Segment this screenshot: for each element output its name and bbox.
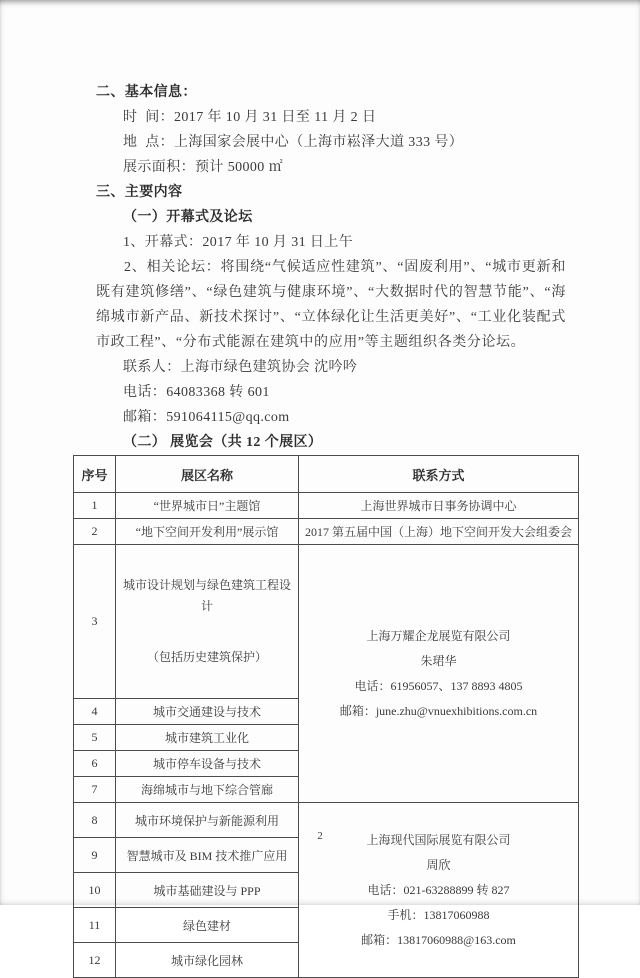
col-header-zone: 展区名称 xyxy=(116,456,299,493)
row-no-cell: 2 xyxy=(74,519,116,545)
row-no-cell: 8 xyxy=(74,803,116,838)
contact-email: 邮箱：june.zhu@vnuexhibitions.com.cn xyxy=(339,704,538,718)
contact-mobile: 手机：13817060988 xyxy=(387,908,490,922)
contact-block-modern xyxy=(301,833,576,947)
contact-company: 上海万耀企龙展览有限公司 xyxy=(366,629,511,643)
contact-block-vnu xyxy=(301,629,576,718)
contact-company: 上海现代国际展览有限公司 xyxy=(366,833,511,847)
document-body xyxy=(96,80,566,455)
contact-email: 邮箱：13817060988@163.com xyxy=(361,933,516,947)
row-no-cell: 10 xyxy=(74,873,116,908)
row-no-cell: 9 xyxy=(74,838,116,873)
table-row xyxy=(74,545,579,699)
row-no-cell: 5 xyxy=(74,725,116,751)
zone-name-cell: 城市绿化园林 xyxy=(116,943,299,978)
zone-name-cell: 城市环境保护与新能源利用 xyxy=(116,803,299,838)
row-no-cell: 6 xyxy=(74,751,116,777)
zone-name-cell: 智慧城市及 BIM 技术推广应用 xyxy=(116,838,299,873)
line-contact-person: 联系人：上海市绿色建筑协会 沈吟吟 xyxy=(123,360,358,375)
table-row xyxy=(74,493,579,519)
contact-person: 朱珺华 xyxy=(420,654,457,668)
line-place: 地 点：上海国家会展中心（上海市崧泽大道 333 号） xyxy=(123,135,464,150)
row-no-cell: 3 xyxy=(74,545,116,699)
col-header-contact: 联系方式 xyxy=(299,456,579,493)
zone-name-cell: 城市停车设备与技术 xyxy=(116,751,299,777)
heading-basic-info: 二、基本信息： xyxy=(96,85,197,100)
zone-name-cell xyxy=(116,545,299,699)
row-no-cell: 11 xyxy=(74,908,116,943)
zone-name-cell: 城市建筑工业化 xyxy=(116,725,299,751)
table-row xyxy=(74,519,579,545)
line-phone: 电话：64083368 转 601 xyxy=(123,385,270,400)
paragraph-forums: 2、相关论坛：将围绕“气候适应性建筑”、“固废利用”、“城市更新和既有建筑修缮”、“绿色建筑与健康环境”、“大数据时代的智慧节能”、“海绵城市新产品、新技术探讨”、“立体绿化让生活更美好”、“工业化装配式市政工程”、“分布式能源在建筑中的应用”等主题组织各类分论坛。 xyxy=(96,260,566,350)
zone-name-line2: （包括历史建筑保护） xyxy=(146,650,267,664)
table-header-row xyxy=(74,456,579,493)
heading-exhibition: （二） 展览会（共 12 个展区） xyxy=(123,435,323,450)
row-no-cell: 7 xyxy=(74,777,116,803)
zone-name-cell: 城市交通建设与技术 xyxy=(116,699,299,725)
contact-cell-merged xyxy=(299,803,579,978)
heading-main-content: 三、主要内容 xyxy=(96,185,183,200)
contact-cell: 上海世界城市日事务协调中心 xyxy=(299,493,579,519)
zone-name-cell: “地下空间开发利用”展示馆 xyxy=(116,519,299,545)
contact-phone: 电话：61956057、137 8893 4805 xyxy=(354,679,523,693)
row-no-cell: 12 xyxy=(74,943,116,978)
line-email: 邮箱：591064115@qq.com xyxy=(123,410,290,425)
zone-name-cell: 城市基础建设与 PPP xyxy=(116,873,299,908)
row-no-cell: 4 xyxy=(74,699,116,725)
zone-name-cell: 海绵城市与地下综合管廊 xyxy=(116,777,299,803)
line-area: 展示面积：预计 50000 ㎡ xyxy=(123,160,283,175)
contact-person: 周欣 xyxy=(426,858,451,872)
line-opening-ceremony: 1、开幕式：2017 年 10 月 31 日上午 xyxy=(123,235,354,250)
contact-cell-merged xyxy=(299,545,579,803)
contact-cell: 2017 第五届中国（上海）地下空间开发大会组委会 xyxy=(299,519,579,545)
page-number: 2 xyxy=(317,830,323,842)
line-time: 时 间：2017 年 10 月 31 日至 11 月 2 日 xyxy=(123,110,377,125)
zone-name-cell: “世界城市日”主题馆 xyxy=(116,493,299,519)
zone-name-cell: 绿色建材 xyxy=(116,908,299,943)
contact-phone: 电话：021-63288899 转 827 xyxy=(367,883,510,897)
exhibition-table xyxy=(73,455,579,978)
col-header-no: 序号 xyxy=(74,456,116,493)
row-no-cell: 1 xyxy=(74,493,116,519)
zone-name-line1: 城市设计规划与绿色建筑工程设计 xyxy=(122,578,291,613)
heading-opening-forum: （一）开幕式及论坛 xyxy=(123,210,253,225)
